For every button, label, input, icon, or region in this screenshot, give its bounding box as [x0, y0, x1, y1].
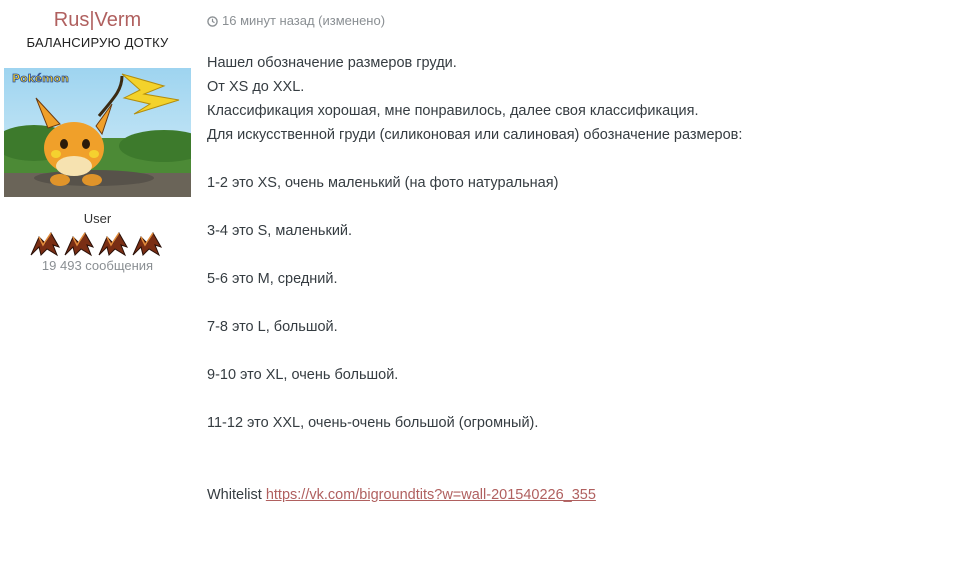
spacer	[207, 435, 947, 483]
author-avatar[interactable]	[4, 68, 191, 197]
whitelist-label: Whitelist	[207, 487, 262, 503]
author-panel	[0, 0, 195, 51]
content-line: Нашел обозначение размеров груди.	[207, 55, 457, 71]
whitelist-link[interactable]: https://vk.com/bigroundtits?w=wall-201540226_355	[265, 487, 596, 503]
rank-icons	[29, 229, 167, 257]
spacer	[207, 387, 947, 411]
size-line: 9-10 это XL, очень большой.	[207, 367, 399, 383]
spacer	[207, 195, 947, 219]
size-line: 7-8 это L, большой.	[207, 319, 338, 335]
dragon-rank-icon	[63, 229, 97, 257]
author-name-link[interactable]: Rus|Verm	[53, 9, 142, 31]
author-title: БАЛАНСИРУЮ ДОТКУ	[26, 35, 169, 50]
dragon-rank-icon	[131, 229, 165, 257]
size-line: 3-4 это S, маленький.	[207, 223, 353, 239]
dragon-rank-icon	[29, 229, 63, 257]
pokemon-raichu-avatar-icon	[4, 68, 191, 197]
spacer	[207, 147, 947, 171]
author-group: User	[83, 211, 112, 226]
post-meta	[207, 12, 385, 30]
content-line: Классификация хорошая, мне понравилось, далее своя классификация.	[207, 103, 699, 119]
size-line: 1-2 это XS, очень маленький (на фото натуральная)	[207, 175, 559, 191]
content-line: Для искусственной груди (силиконовая или салиновая) обозначение размеров:	[207, 127, 743, 143]
spacer	[207, 291, 947, 315]
avatar-logo-text: Pokémon	[12, 72, 69, 85]
spacer	[207, 243, 947, 267]
post-content	[207, 51, 947, 507]
dragon-rank-icon	[97, 229, 131, 257]
post-count: 19 493 сообщения	[41, 258, 154, 273]
content-line: От XS до XXL.	[207, 79, 305, 95]
size-line: 11-12 это XXL, очень-очень большой (огромный).	[207, 415, 539, 431]
spacer	[207, 339, 947, 363]
size-line: 5-6 это M, средний.	[207, 271, 338, 287]
whitelist-line	[207, 483, 947, 507]
post-time[interactable]: 16 минут назад (изменено)	[222, 13, 386, 28]
clock-icon	[207, 16, 218, 27]
